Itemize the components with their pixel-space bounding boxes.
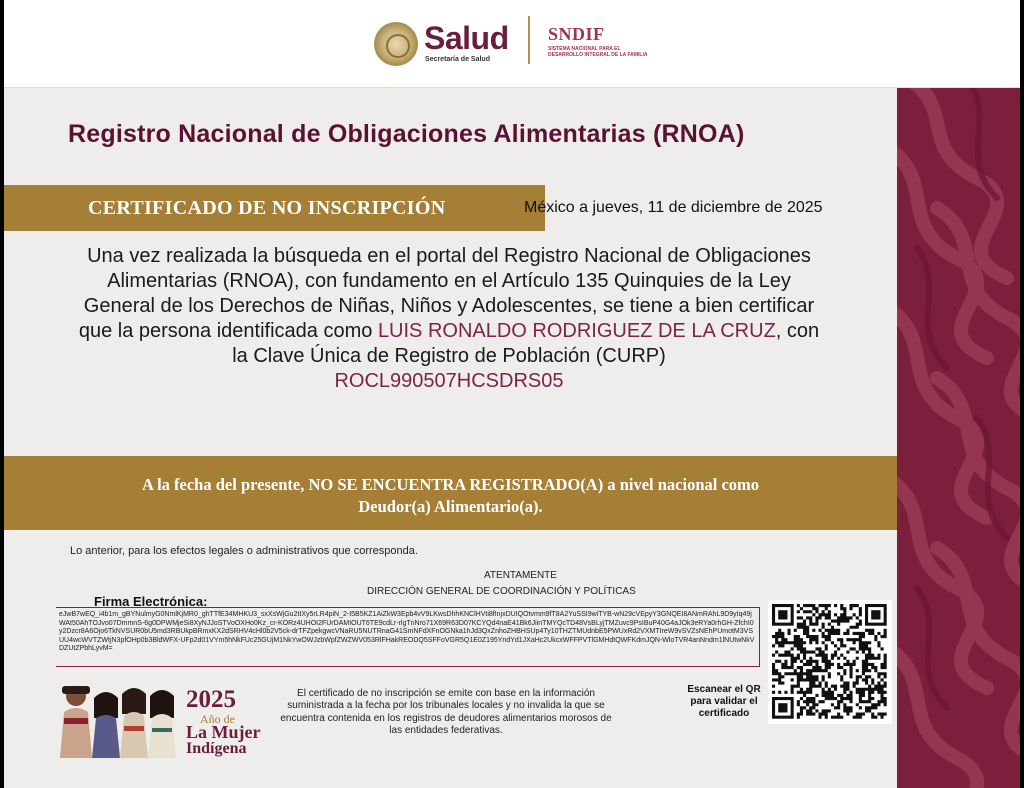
- body-text: Una vez realizada la búsqueda en el portal del Registro Nacional de Obligaciones Alimentarias (RNOA), con fundamento en el Artículo 135 Quinquies de la Ley General de los Derechos de Niñas, Niños y Adolescentes, se tiene a bien certificar que la persona identificada como: [78, 245, 815, 342]
- closing-atentamente: ATENTAMENTE: [484, 570, 557, 581]
- sndif-logo-subtitle: SISTEMA NACIONAL PARA EL DESARROLLO INTEGRAL DE LA FAMILIA: [548, 46, 648, 58]
- signature-label: Firma Electrónica:: [94, 594, 208, 609]
- campaign-year: 2025: [186, 686, 236, 713]
- mexico-seal-icon: [374, 22, 418, 66]
- qr-caption: Escanear el QR para validar el certificado: [687, 684, 761, 719]
- certificate-body: [74, 244, 824, 394]
- decorative-band: [897, 88, 1020, 788]
- header: [4, 0, 1020, 88]
- electronic-signature: eJwB7wEQ_i4b1m_gBYNulmyG0NmlKjMR0_ghTTfE34MHKU3_sxXsWjGu2tIXy5rLR4piN_2-I5B5KZ1AiZkW3Epb4vV9LKwsDhhKNClHVti8fInjxDUIQOtvmm9fT8A2YuSSI9wiTYB-wN29cVEpyY3GNQEI8ANmRAhL9D9yIq49jWAt50AhTOJvo07DmmnS-6g0DPWMjeSi8XyNJJoSTVoOXHo0Kz_cr-KORz4UHOI2FUrDAMIOUT6TE9cdLr-rlgTnNro71X69R63D07KCYQd4naE41Bk6JiinTMYQcTD48VsBLyjTMZuvc9PsIBuP40G4aJOk3eRYa0rhGH-ZfchI0y2Dzcr8A6Ojo6TkNVSUR0bU5md3RBUkpBRmxKX2dSRHV4cHl0b2V5ck-drTFZpekgwcVNaRU5NUTRnaG41SmNFdXFnOGNka1hJd3QxZnhoZHBHSUp4Ty10THZTMUdnbE5PWUxRd2VXMTIreW9vSVZsNEhPUmotM3VSUU4wcWVTZWtjN3pfOHp0b3BldWFX-UFp2d01VYm5hNkFUc25GUjM1NkYwOWJzbWpfZWZWV053RlFHakREODQ5SFFoVGR5Q1E0Z195YndYd1JXaHc2UkcxWFFPVTlGMHdtQWFKdmJQN-WloTVR4anNndm1lNUtwNkVDZUtZPbhLyvM=: [59, 611, 755, 653]
- issuing-direction: DIRECCIÓN GENERAL DE COORDINACIÓN Y POLÍTICAS: [367, 586, 636, 597]
- campaign-line-2: Indígena: [186, 740, 247, 757]
- salud-logo-subtitle: Secretaría de Salud: [425, 56, 490, 63]
- qr-code: [768, 600, 892, 724]
- section-label: CERTIFICADO DE NO INSCRIPCIÓN: [88, 197, 446, 219]
- sndif-logo: SNDIF: [548, 24, 605, 44]
- header-divider: [528, 16, 530, 64]
- status-line-2: Deudor(a) Alimentario(a).: [358, 497, 543, 516]
- campaign-year-sub: Año de: [200, 712, 235, 726]
- curp-intro: , con la Clave Única de Registro de Población (CURP): [232, 320, 820, 367]
- page-title: Registro Nacional de Obligaciones Alimentarias (RNOA): [68, 120, 745, 148]
- person-name: LUIS RONALDO RODRIGUEZ DE LA CRUZ: [377, 320, 776, 342]
- disclaimer-note: El certificado de no inscripción se emite con base en la información suministrada a la fecha por los tribunales locales y no invalida la que se encuentra contenida en los registros de deudores alimentarios morosos de las entidades federativas.: [280, 688, 612, 737]
- campaign-line-1: La Mujer: [186, 722, 261, 742]
- indigenous-women-illustration: [54, 678, 184, 758]
- status-bar: [4, 456, 897, 530]
- curp-value: ROCL990507HCSDRS05: [334, 370, 564, 392]
- certificate-page: [4, 0, 1020, 788]
- legal-note: Lo anterior, para los efectos legales o administrativos que corresponda.: [70, 545, 418, 557]
- issue-date: México a jueves, 11 de diciembre de 2025: [524, 199, 823, 216]
- status-line-1: A la fecha del presente, NO SE ENCUENTRA REGISTRADO(A) a nivel nacional como: [141, 475, 760, 494]
- section-label-bar: [4, 185, 545, 231]
- salud-logo: Salud: [424, 20, 509, 56]
